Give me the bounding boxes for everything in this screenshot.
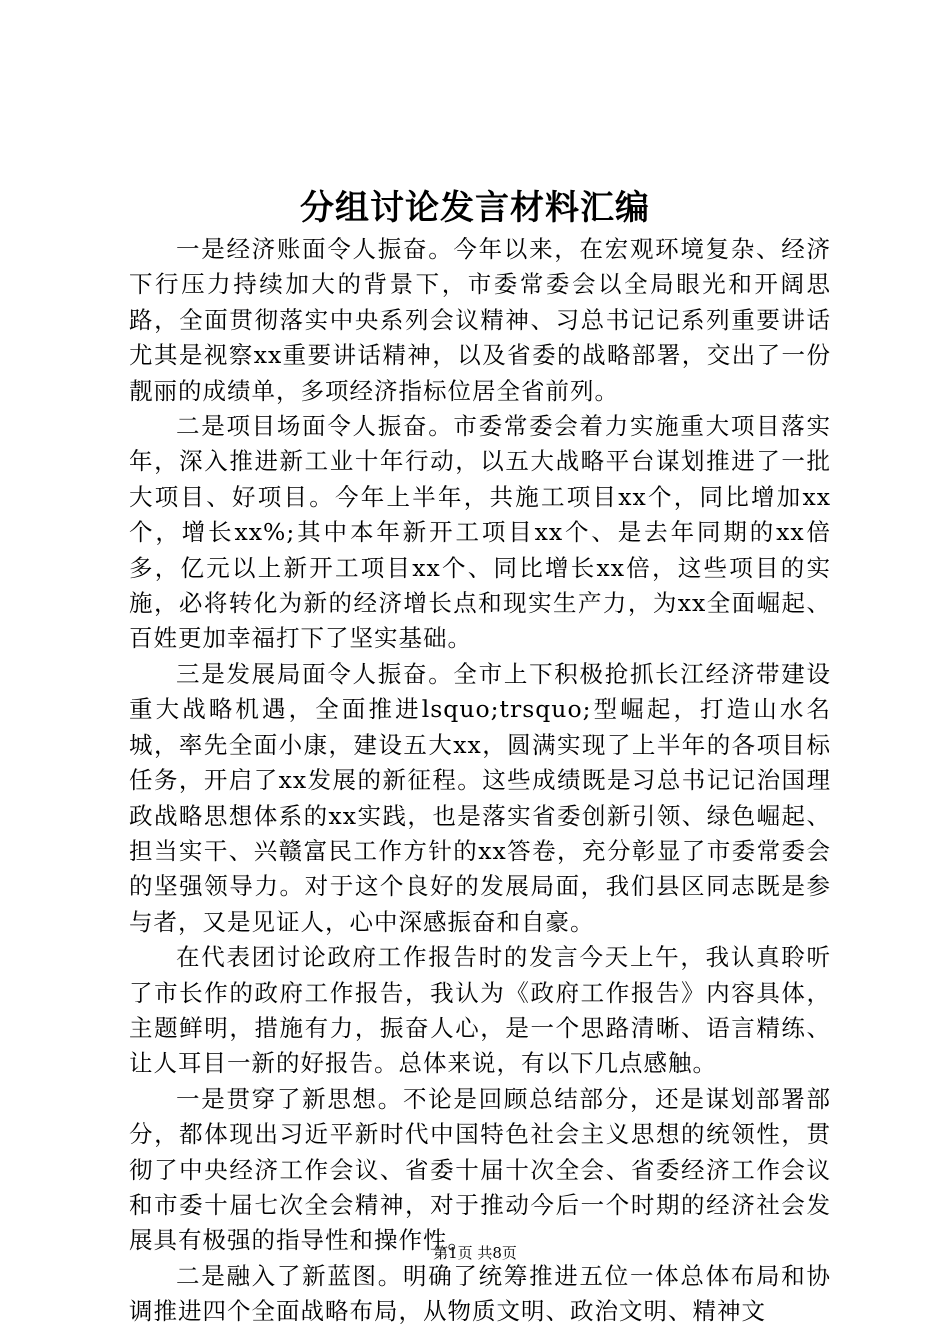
document-body xyxy=(129,232,831,1330)
paragraph-4: 在代表团讨论政府工作报告时的发言今天上午，我认真聆听了市长作的政府工作报告，我认为《政府工作报告》内容具体，主题鲜明，措施有力，振奋人心，是一个思路清晰、语言精练、让人耳目一新的好报告。总体来说，有以下几点感触。 xyxy=(129,943,831,1078)
paragraph-1: 一是经济账面令人振奋。今年以来，在宏观环境复杂、经济下行压力持续加大的背景下，市委常委会以全局眼光和开阔思路，全面贯彻落实中央系列会议精神、习总书记记系列重要讲话尤其是视察xx重要讲话精神，以及省委的战略部署，交出了一份靓丽的成绩单，多项经济指标位居全省前列。 xyxy=(129,235,831,405)
paragraph-5: 一是贯穿了新思想。不论是回顾总结部分，还是谋划部署部分，都体现出习近平新时代中国特色社会主义思想的统领性，贯彻了中央经济工作会议、省委十届十次全会、省委经济工作会议和市委十届七次全会精神，对于推动今后一个时期的经济社会发展具有极强的指导性和操作性。 xyxy=(129,1084,831,1255)
paragraph-3: 三是发展局面令人振奋。全市上下积极抢抓长江经济带建设重大战略机遇，全面推进lsquo;trsquo;型崛起，打造山水名城，率先全面小康，建设五大xx，圆满实现了上半年的各项目标任务，开启了xx发展的新征程。这些成绩既是习总书记记治国理政战略思想体系的xx实践，也是落实省委创新引领、绿色崛起、担当实干、兴赣富民工作方针的xx答卷，充分彰显了市委常委会的坚强领导力。对于这个良好的发展局面，我们县区同志既是参与者，又是见证人，心中深感振奋和自豪。 xyxy=(129,659,831,936)
paragraph-2: 二是项目场面令人振奋。市委常委会着力实施重大项目落实年，深入推进新工业十年行动，以五大战略平台谋划推进了一批大项目、好项目。今年上半年，共施工项目xx个，同比增加xx个，增长xx%;其中本年新开工项目xx个、是去年同期的xx倍多，亿元以上新开工项目xx个、同比增长xx倍，这些项目的实施，必将转化为新的经济增长点和现实生产力，为xx全面崛起、百姓更加幸福打下了坚实基础。 xyxy=(129,412,831,653)
paragraph-6: 二是融入了新蓝图。明确了统筹推进五位一体总体布局和协调推进四个全面战略布局，从物质文明、政治文明、精神文 xyxy=(129,1261,831,1326)
document-title: 分组讨论发言材料汇编 xyxy=(300,188,650,228)
page-footer: 第1页 共8页 xyxy=(433,1244,517,1262)
